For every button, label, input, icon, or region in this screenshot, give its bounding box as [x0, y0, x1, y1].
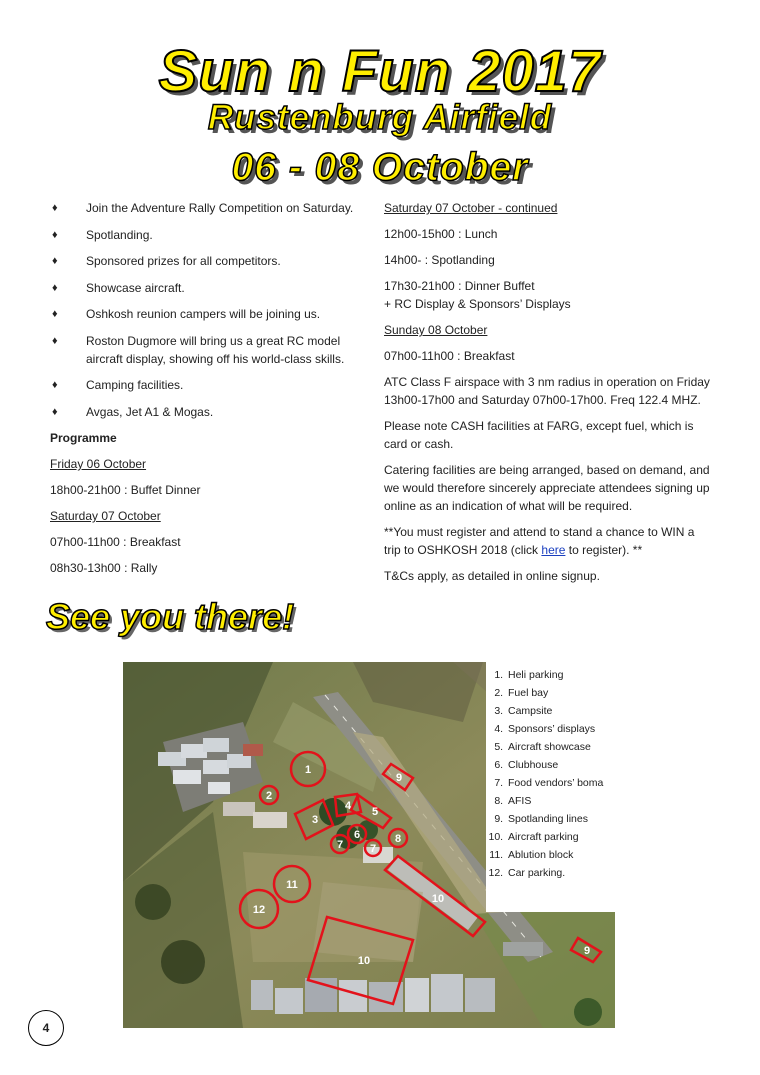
page-subtitle: Rustenburg Airfield — [207, 98, 553, 137]
map-marker: 9 — [395, 772, 403, 784]
diamond-bullet-icon: ♦ — [52, 202, 58, 214]
map-marker: 6 — [353, 829, 361, 841]
register-notice: **You must register and attend to stand a chance to WIN a trip to OSHKOSH 2018 (click here to register). ** — [384, 525, 695, 557]
saturday-continued-heading: Saturday 07 October - continued — [384, 201, 558, 215]
list-item: 3. Campsite — [506, 702, 628, 720]
atc-notice: ATC Class F airspace with 3 nm radius in operation on Friday 13h00-17h00 and Saturday 07h00-17h00. Freq 122.4 MHZ. — [384, 375, 710, 407]
list-item: ♦ Sponsored prizes for all competitors. — [52, 254, 281, 268]
friday-item: 18h00-21h00 : Buffet Dinner — [50, 483, 201, 497]
left-column — [50, 199, 370, 585]
programme-heading: Programme — [50, 431, 117, 445]
list-item: 2. Fuel bay — [506, 684, 628, 702]
list-item: 11. Ablution block — [506, 846, 628, 864]
saturday-item: 17h30-21h00 : Dinner Buffet + RC Display & Sponsors’ Displays — [384, 279, 571, 311]
map-marker: 2 — [265, 790, 273, 802]
right-column — [384, 199, 714, 593]
page-number: 4 — [28, 1010, 64, 1046]
sunday-heading: Sunday 08 October — [384, 323, 488, 337]
feature-list — [50, 199, 370, 421]
list-item: ♦ Spotlanding. — [52, 227, 153, 242]
map-marker: 9 — [583, 945, 591, 957]
diamond-bullet-icon: ♦ — [52, 255, 58, 267]
diamond-bullet-icon: ♦ — [52, 281, 58, 294]
map-marker: 8 — [394, 833, 402, 845]
register-link[interactable]: here — [541, 543, 566, 557]
list-item: 1. Heli parking — [506, 666, 628, 684]
map-marker: 12 — [252, 904, 266, 916]
diamond-bullet-icon: ♦ — [52, 334, 58, 347]
list-item: 7. Food vendors’ boma — [506, 774, 628, 792]
map-marker: 7 — [369, 843, 377, 855]
map-marker: 11 — [286, 879, 298, 891]
sunday-item: 07h00-11h00 : Breakfast — [384, 349, 515, 363]
map-legend — [486, 662, 628, 912]
list-item: ♦ Oshkosh reunion campers will be joining us. — [52, 307, 321, 321]
saturday-item: 14h00- : Spotlanding — [384, 253, 495, 267]
cash-notice: Please note CASH facilities at FARG, except fuel, which is card or cash. — [384, 419, 694, 451]
saturday-heading: Saturday 07 October — [50, 509, 161, 523]
tcs-notice: T&Cs apply, as detailed in online signup. — [384, 569, 600, 583]
page-title: Sun n Fun 2017 — [158, 39, 602, 104]
list-item: 6. Clubhouse — [506, 756, 628, 774]
list-item: 10. Aircraft parking — [506, 828, 628, 846]
map-marker: 3 — [311, 814, 319, 826]
diamond-bullet-icon: ♦ — [52, 379, 58, 391]
diamond-bullet-icon: ♦ — [52, 228, 58, 241]
diamond-bullet-icon: ♦ — [52, 405, 58, 418]
list-item: 12. Car parking. — [506, 864, 628, 882]
list-item: ♦ Roston Dugmore will bring us a great RC model aircraft display, showing off his world-class skills. — [52, 333, 345, 366]
map-marker: 4 — [344, 800, 352, 812]
list-item: ♦ Avgas, Jet A1 & Mogas. — [52, 404, 214, 419]
map-marker: 10 — [357, 955, 371, 967]
saturday-item: 12h00-15h00 : Lunch — [384, 227, 498, 241]
list-item: 8. AFIS — [506, 792, 628, 810]
saturday-item: 07h00-11h00 : Breakfast — [50, 535, 181, 549]
list-item: 5. Aircraft showcase — [506, 738, 628, 756]
list-item: 4. Sponsors’ displays — [506, 720, 628, 738]
map-marker: 7 — [336, 839, 344, 851]
see-you-there-banner: See you there! — [46, 596, 295, 637]
map-marker: 1 — [304, 764, 312, 776]
map-marker: 10 — [431, 893, 445, 905]
list-item: 9. Spotlanding lines — [506, 810, 628, 828]
list-item: ♦ Camping facilities. — [52, 378, 184, 392]
map-marker: 5 — [371, 806, 379, 818]
diamond-bullet-icon: ♦ — [52, 308, 58, 320]
catering-notice: Catering facilities are being arranged, based on demand, and we would therefore sincerely appreciate attendees signing up online as an indication of what will be required. — [384, 463, 710, 513]
list-item: ♦ Showcase aircraft. — [52, 280, 185, 295]
list-item: ♦ Join the Adventure Rally Competition on Saturday. — [52, 201, 354, 215]
event-dates: 06 - 08 October — [231, 146, 529, 189]
saturday-item: 08h30-13h00 : Rally — [50, 561, 158, 575]
friday-heading: Friday 06 October — [50, 457, 147, 471]
